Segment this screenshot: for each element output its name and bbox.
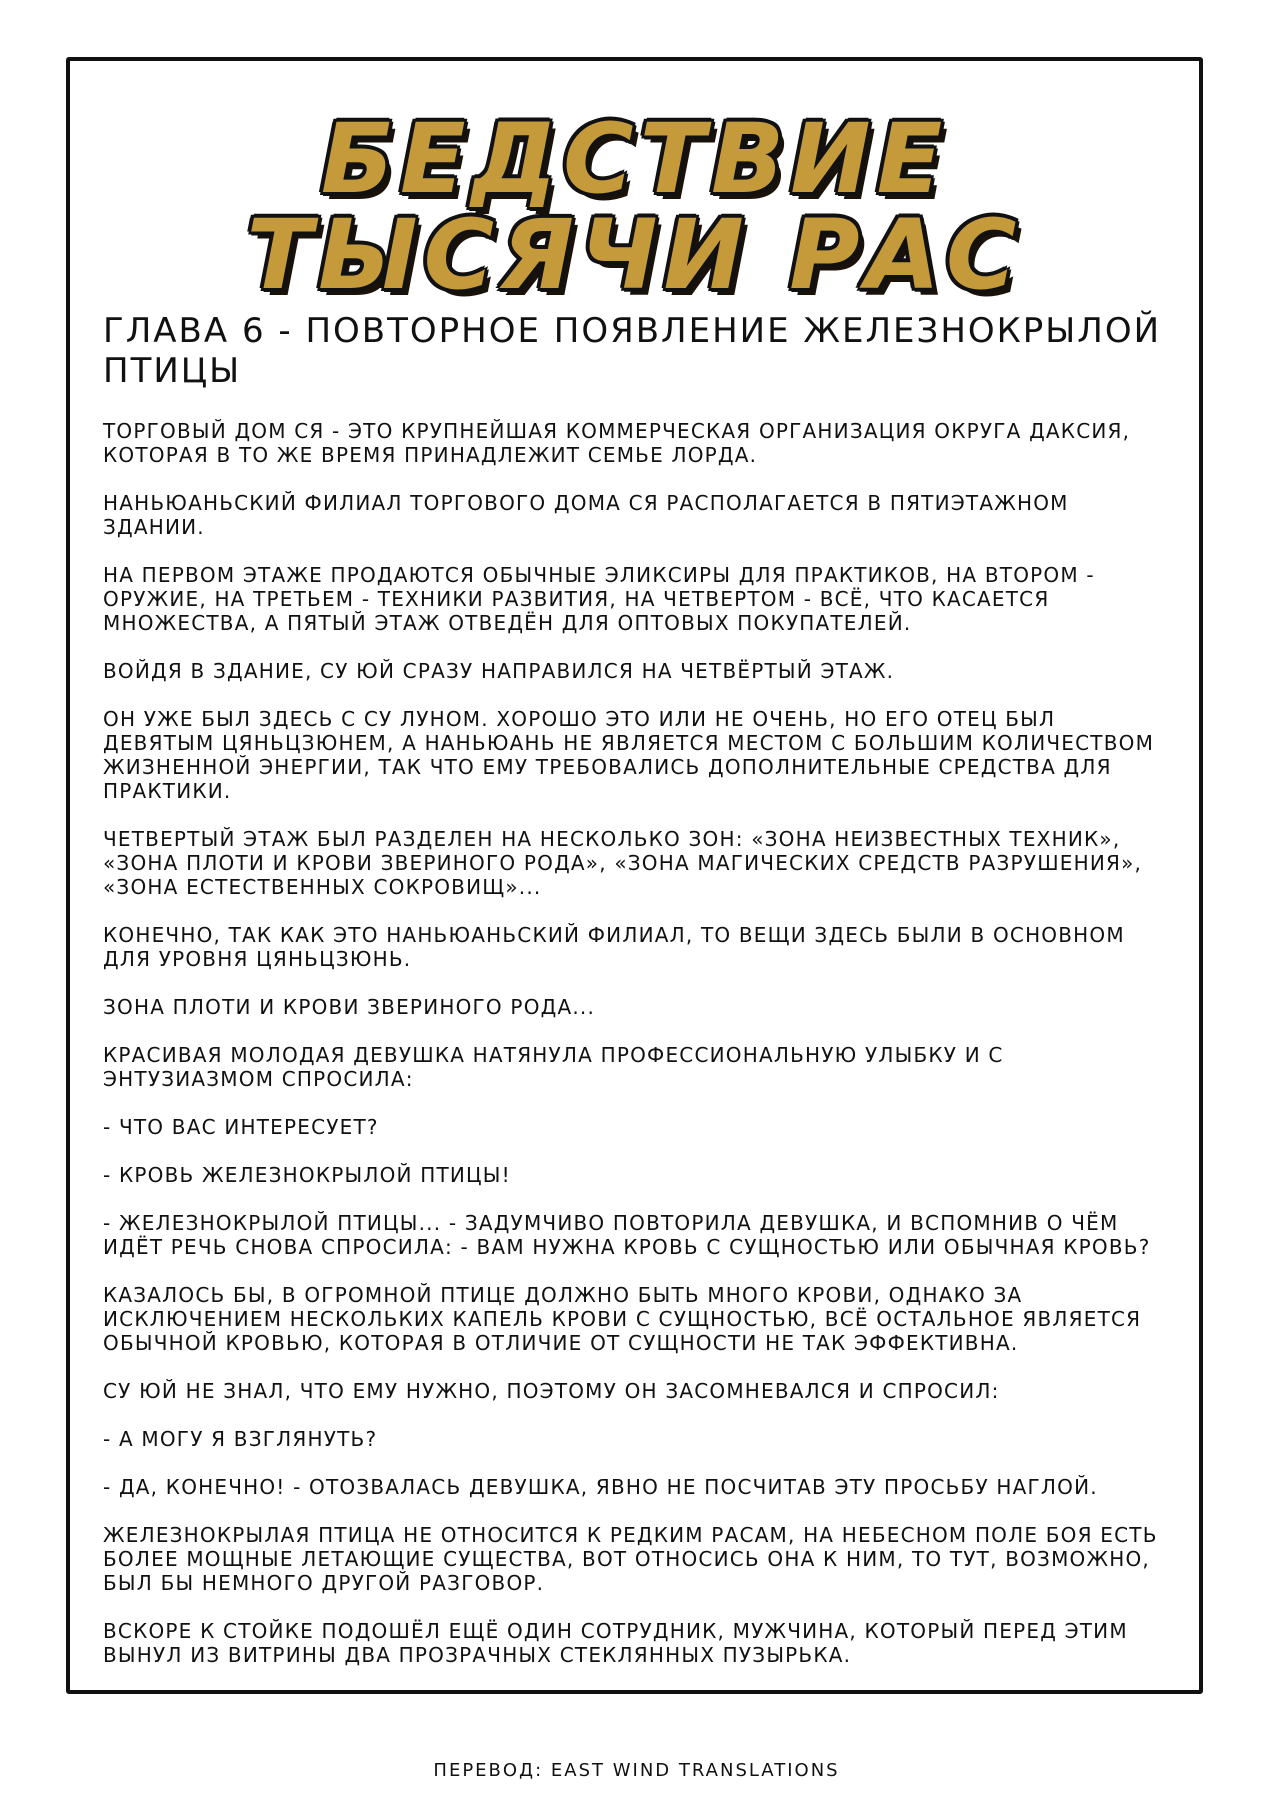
paragraph: КРАСИВАЯ МОЛОДАЯ ДЕВУШКА НАТЯНУЛА ПРОФЕССИОНАЛЬНУЮ УЛЫБКУ И С ЭНТУЗИАЗМОМ СПРОСИЛА: <box>103 1043 1004 1091</box>
chapter-body <box>103 419 1173 1691</box>
paragraph: СУ ЮЙ НЕ ЗНАЛ, ЧТО ЕМУ НУЖНО, ПОЭТОМУ ОН ЗАСОМНЕВАЛСЯ И СПРОСИЛ: <box>103 1379 1000 1403</box>
paragraph: КАЗАЛОСЬ БЫ, В ОГРОМНОЙ ПТИЦЕ ДОЛЖНО БЫТЬ МНОГО КРОВИ, ОДНАКО ЗА ИСКЛЮЧЕНИЕМ НЕСКОЛЬКИХ КАПЕЛЬ КРОВИ С СУЩНОСТЬЮ, ВСЁ ОСТАЛЬНОЕ ЯВЛЯЕТСЯ ОБЫЧНОЙ КРОВЬЮ, КОТОРАЯ В ОТЛИЧИЕ ОТ СУЩНОСТИ НЕ ТАК ЭФФЕКТИВНА. <box>103 1283 1142 1355</box>
paragraph: НА ПЕРВОМ ЭТАЖЕ ПРОДАЮТСЯ ОБЫЧНЫЕ ЭЛИКСИРЫ ДЛЯ ПРАКТИКОВ, НА ВТОРОМ - ОРУЖИЕ, НА ТРЕТЬЕМ - ТЕХНИКИ РАЗВИТИЯ, НА ЧЕТВЕРТОМ - ВСЁ, ЧТО КАСАЕТСЯ МНОЖЕСТВА, А ПЯТЫЙ ЭТАЖ ОТВЕДЁН ДЛЯ ОПТОВЫХ ПОКУПАТЕЛЕЙ. <box>103 563 1095 635</box>
translator-credit: ПЕРЕВОД: EAST WIND TRANSLATIONS <box>433 1760 840 1781</box>
logo-line-1: БЕДСТВИЕ <box>320 103 949 215</box>
dialogue-line: - КРОВЬ ЖЕЛЕЗНОКРЫЛОЙ ПТИЦЫ! <box>103 1163 511 1187</box>
page-frame <box>66 57 1203 1694</box>
paragraph: ВСКОРЕ К СТОЙКЕ ПОДОШЁЛ ЕЩЁ ОДИН СОТРУДНИК, МУЖЧИНА, КОТОРЫЙ ПЕРЕД ЭТИМ ВЫНУЛ ИЗ ВИТРИНЫ ДВА ПРОЗРАЧНЫХ СТЕКЛЯННЫХ ПУЗЫРЬКА. <box>103 1619 1128 1667</box>
paragraph: ОН УЖЕ БЫЛ ЗДЕСЬ С СУ ЛУНОМ. ХОРОШО ЭТО ИЛИ НЕ ОЧЕНЬ, НО ЕГО ОТЕЦ БЫЛ ДЕВЯТЫМ ЦЯНЬЦЗЮНЕМ, А НАНЬЮАНЬ НЕ ЯВЛЯЕТСЯ МЕСТОМ С БОЛЬШИМ КОЛИЧЕСТВОМ ЖИЗНЕННОЙ ЭНЕРГИИ, ТАК ЧТО ЕМУ ТРЕБОВАЛИСЬ ДОПОЛНИТЕЛЬНЫЕ СРЕДСТВА ДЛЯ ПРАКТИКИ. <box>103 707 1155 803</box>
title-logo <box>70 81 1199 331</box>
dialogue-line: - ЖЕЛЕЗНОКРЫЛОЙ ПТИЦЫ... - ЗАДУМЧИВО ПОВТОРИЛА ДЕВУШКА, И ВСПОМНИВ О ЧЁМ ИДЁТ РЕЧЬ СНОВА СПРОСИЛА: - ВАМ НУЖНА КРОВЬ С СУЩНОСТЬЮ ИЛИ ОБЫЧНАЯ КРОВЬ? <box>103 1211 1151 1259</box>
paragraph: ЖЕЛЕЗНОКРЫЛАЯ ПТИЦА НЕ ОТНОСИТСЯ К РЕДКИМ РАСАМ, НА НЕБЕСНОМ ПОЛЕ БОЯ ЕСТЬ БОЛЕЕ МОЩНЫЕ ЛЕТАЮЩИЕ СУЩЕСТВА, ВОТ ОТНОСИСЬ ОНА К НИМ, ТО ТУТ, ВОЗМОЖНО, БЫЛ БЫ НЕМНОГО ДРУГОЙ РАЗГОВОР. <box>103 1523 1158 1595</box>
paragraph: ЧЕТВЕРТЫЙ ЭТАЖ БЫЛ РАЗДЕЛЕН НА НЕСКОЛЬКО ЗОН: «ЗОНА НЕИЗВЕСТНЫХ ТЕХНИК», «ЗОНА ПЛОТИ И КРОВИ ЗВЕРИНОГО РОДА», «ЗОНА МАГИЧЕСКИХ СРЕДСТВ РАЗРУШЕНИЯ», «ЗОНА ЕСТЕСТВЕННЫХ СОКРОВИЩ»... <box>103 827 1143 899</box>
dialogue-line: - ДА, КОНЕЧНО! - ОТОЗВАЛАСЬ ДЕВУШКА, ЯВНО НЕ ПОСЧИТАВ ЭТУ ПРОСЬБУ НАГЛОЙ. <box>103 1475 1098 1499</box>
paragraph: ЗОНА ПЛОТИ И КРОВИ ЗВЕРИНОГО РОДА... <box>103 995 596 1019</box>
paragraph: ТОРГОВЫЙ ДОМ СЯ - ЭТО КРУПНЕЙШАЯ КОММЕРЧЕСКАЯ ОРГАНИЗАЦИЯ ОКРУГА ДАКСИЯ, КОТОРАЯ В ТО ЖЕ ВРЕМЯ ПРИНАДЛЕЖИТ СЕМЬЕ ЛОРДА. <box>103 419 1131 467</box>
chapter-title: ГЛАВА 6 - ПОВТОРНОЕ ПОЯВЛЕНИЕ ЖЕЛЕЗНОКРЫЛОЙ ПТИЦЫ <box>103 311 1162 391</box>
logo-line-2: ТЫСЯЧИ РАС <box>246 199 1023 311</box>
paragraph: НАНЬЮАНЬСКИЙ ФИЛИАЛ ТОРГОВОГО ДОМА СЯ РАСПОЛАГАЕТСЯ В ПЯТИЭТАЖНОМ ЗДАНИИ. <box>103 491 1069 539</box>
paragraph: ВОЙДЯ В ЗДАНИЕ, СУ ЮЙ СРАЗУ НАПРАВИЛСЯ НА ЧЕТВЁРТЫЙ ЭТАЖ. <box>103 659 895 683</box>
dialogue-line: - ЧТО ВАС ИНТЕРЕСУЕТ? <box>103 1115 379 1139</box>
dialogue-line: - А МОГУ Я ВЗГЛЯНУТЬ? <box>103 1427 378 1451</box>
paragraph: КОНЕЧНО, ТАК КАК ЭТО НАНЬЮАНЬСКИЙ ФИЛИАЛ, ТО ВЕЩИ ЗДЕСЬ БЫЛИ В ОСНОВНОМ ДЛЯ УРОВНЯ ЦЯНЬЦЗЮНЬ. <box>103 923 1125 971</box>
